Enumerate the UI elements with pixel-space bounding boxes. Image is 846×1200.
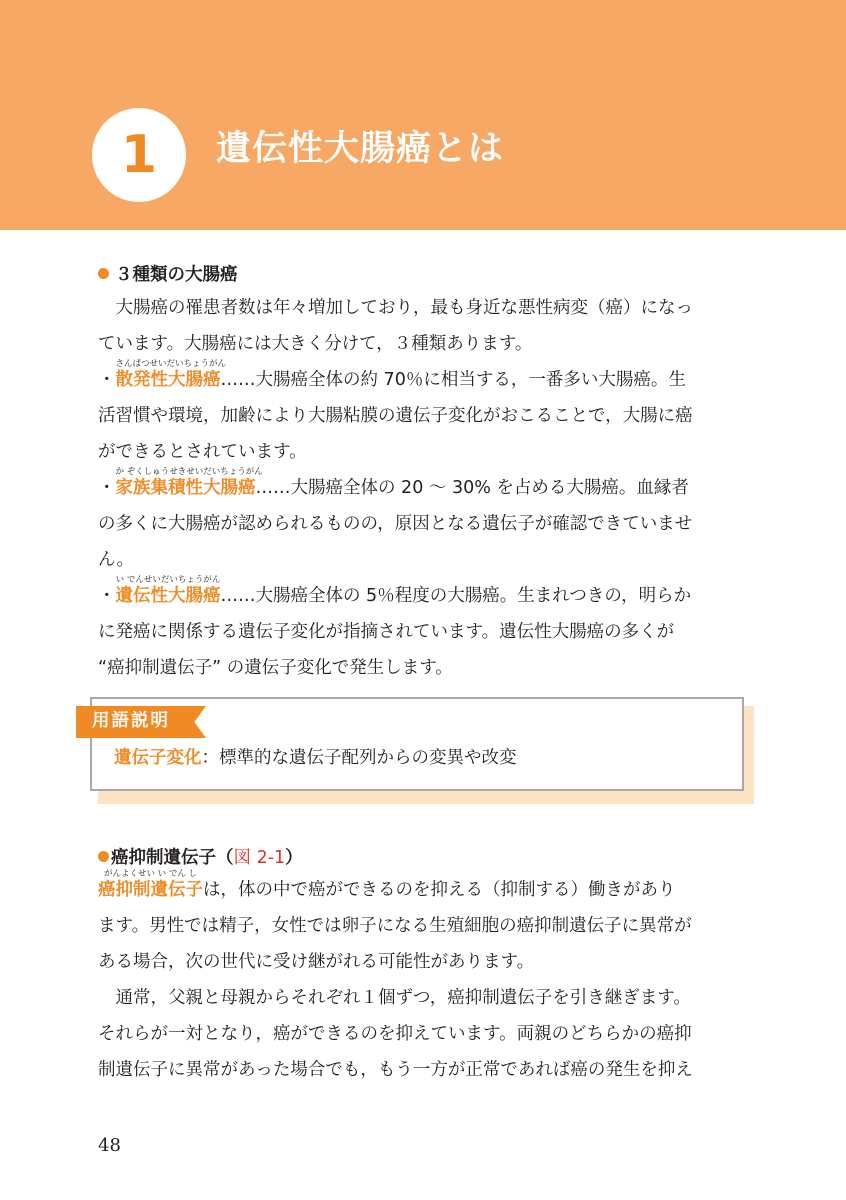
figure-reference-link[interactable]: 図 2-1: [233, 848, 286, 868]
page-number: 48: [98, 1135, 121, 1156]
paragraph-line: ます。男性では精子，女性では卵子になる生殖細胞の癌抑制遺伝子に異常が: [98, 916, 692, 936]
type-description: ……大腸癌全体の約 70％に相当する，一番多い大腸癌。生: [220, 370, 686, 390]
type-description-line: “癌抑制遺伝子” の遺伝子変化で発生します。: [98, 658, 453, 678]
intro-line: 大腸癌の罹患者数は年々増加しており，最も身近な悪性病変（癌）になっ: [98, 298, 693, 318]
term-tumor-suppressor-gene: がんよくせい い でん し 癌抑制遺伝子: [98, 869, 203, 900]
chapter-number: 1: [120, 125, 158, 185]
type-familial-first-line: [98, 467, 754, 499]
paragraph-line: ある場合，次の世代に受け継がれる可能性があります。: [98, 952, 535, 972]
type-description-line: ができるとされています。: [98, 442, 307, 462]
term-reading: さんぱつせいだいちょうがん: [115, 359, 227, 369]
type-description-line: に発癌に関係する遺伝子変化が指摘されています。遺伝性大腸癌の多くが: [98, 622, 675, 642]
paragraph-text: は，体の中で癌ができるのを抑える（抑制する）働きがあり: [203, 880, 676, 900]
term-sporadic: さんぱつせいだいちょうがん 散発性大腸癌: [115, 359, 227, 390]
type-sporadic-first-line: [98, 359, 754, 391]
bullet-mark: ・: [98, 370, 116, 390]
type-description-line: ん。: [98, 550, 135, 570]
paragraph-line: 制遺伝子に異常があった場合でも，もう一方が正常であれば癌の発生を抑え: [98, 1060, 693, 1080]
section-heading-close: ）: [285, 848, 303, 868]
paragraph-line: それらが一対となり，癌ができるのを抑えています。両親のどちらかの癌抑: [98, 1024, 692, 1044]
section-heading-three-types: [98, 265, 238, 286]
bullet-dot-icon: [98, 851, 109, 862]
glossary-definition: [114, 748, 517, 769]
paragraph-line: 通常，父親と母親からそれぞれ１個ずつ，癌抑制遺伝子を引き継ぎます。: [98, 988, 691, 1008]
section-heading-tumor-suppressor: [98, 848, 303, 869]
section-heading-text: 癌抑制遺伝子（: [111, 848, 234, 868]
term-reading: がんよくせい い でん し: [103, 869, 198, 879]
type-description: ……大腸癌全体の 5％程度の大腸癌。生まれつきの，明らか: [220, 586, 692, 606]
section-heading-text: ３種類の大腸癌: [115, 265, 238, 285]
type-description: ……大腸癌全体の 20 ～ 30% を占める大腸癌。血縁者: [255, 478, 689, 498]
bullet-mark: ・: [98, 586, 116, 606]
glossary-term: 遺伝子変化: [114, 748, 202, 768]
paragraph-first-line: [98, 869, 754, 901]
type-description-line: の多くに大腸癌が認められるものの，原因となる遺伝子が確認できていませ: [98, 514, 693, 534]
term-reading: か ぞくしゅうせきせいだいちょうがん: [115, 467, 263, 477]
type-hereditary-first-line: [98, 575, 754, 607]
intro-line: ています。大腸癌には大きく分けて，３種類あります。: [98, 334, 533, 354]
term-reading: い でんせいだいちょうがん: [115, 575, 221, 585]
term-hereditary: い でんせいだいちょうがん 遺伝性大腸癌: [115, 575, 221, 606]
glossary-tag-label: 用語説明: [92, 711, 170, 731]
glossary-definition-text: ：標準的な遺伝子配列からの変異や改変: [201, 748, 517, 768]
bullet-dot-icon: [98, 268, 109, 279]
chapter-number-badge: [92, 108, 186, 202]
term-familial: か ぞくしゅうせきせいだいちょうがん 家族集積性大腸癌: [115, 467, 263, 498]
chapter-title: 遺伝性大腸癌とは: [216, 129, 505, 169]
type-description-line: 活習慣や環境，加齢により大腸粘膜の遺伝子変化がおこることで，大腸に癌: [98, 406, 693, 426]
bullet-mark: ・: [98, 478, 116, 498]
